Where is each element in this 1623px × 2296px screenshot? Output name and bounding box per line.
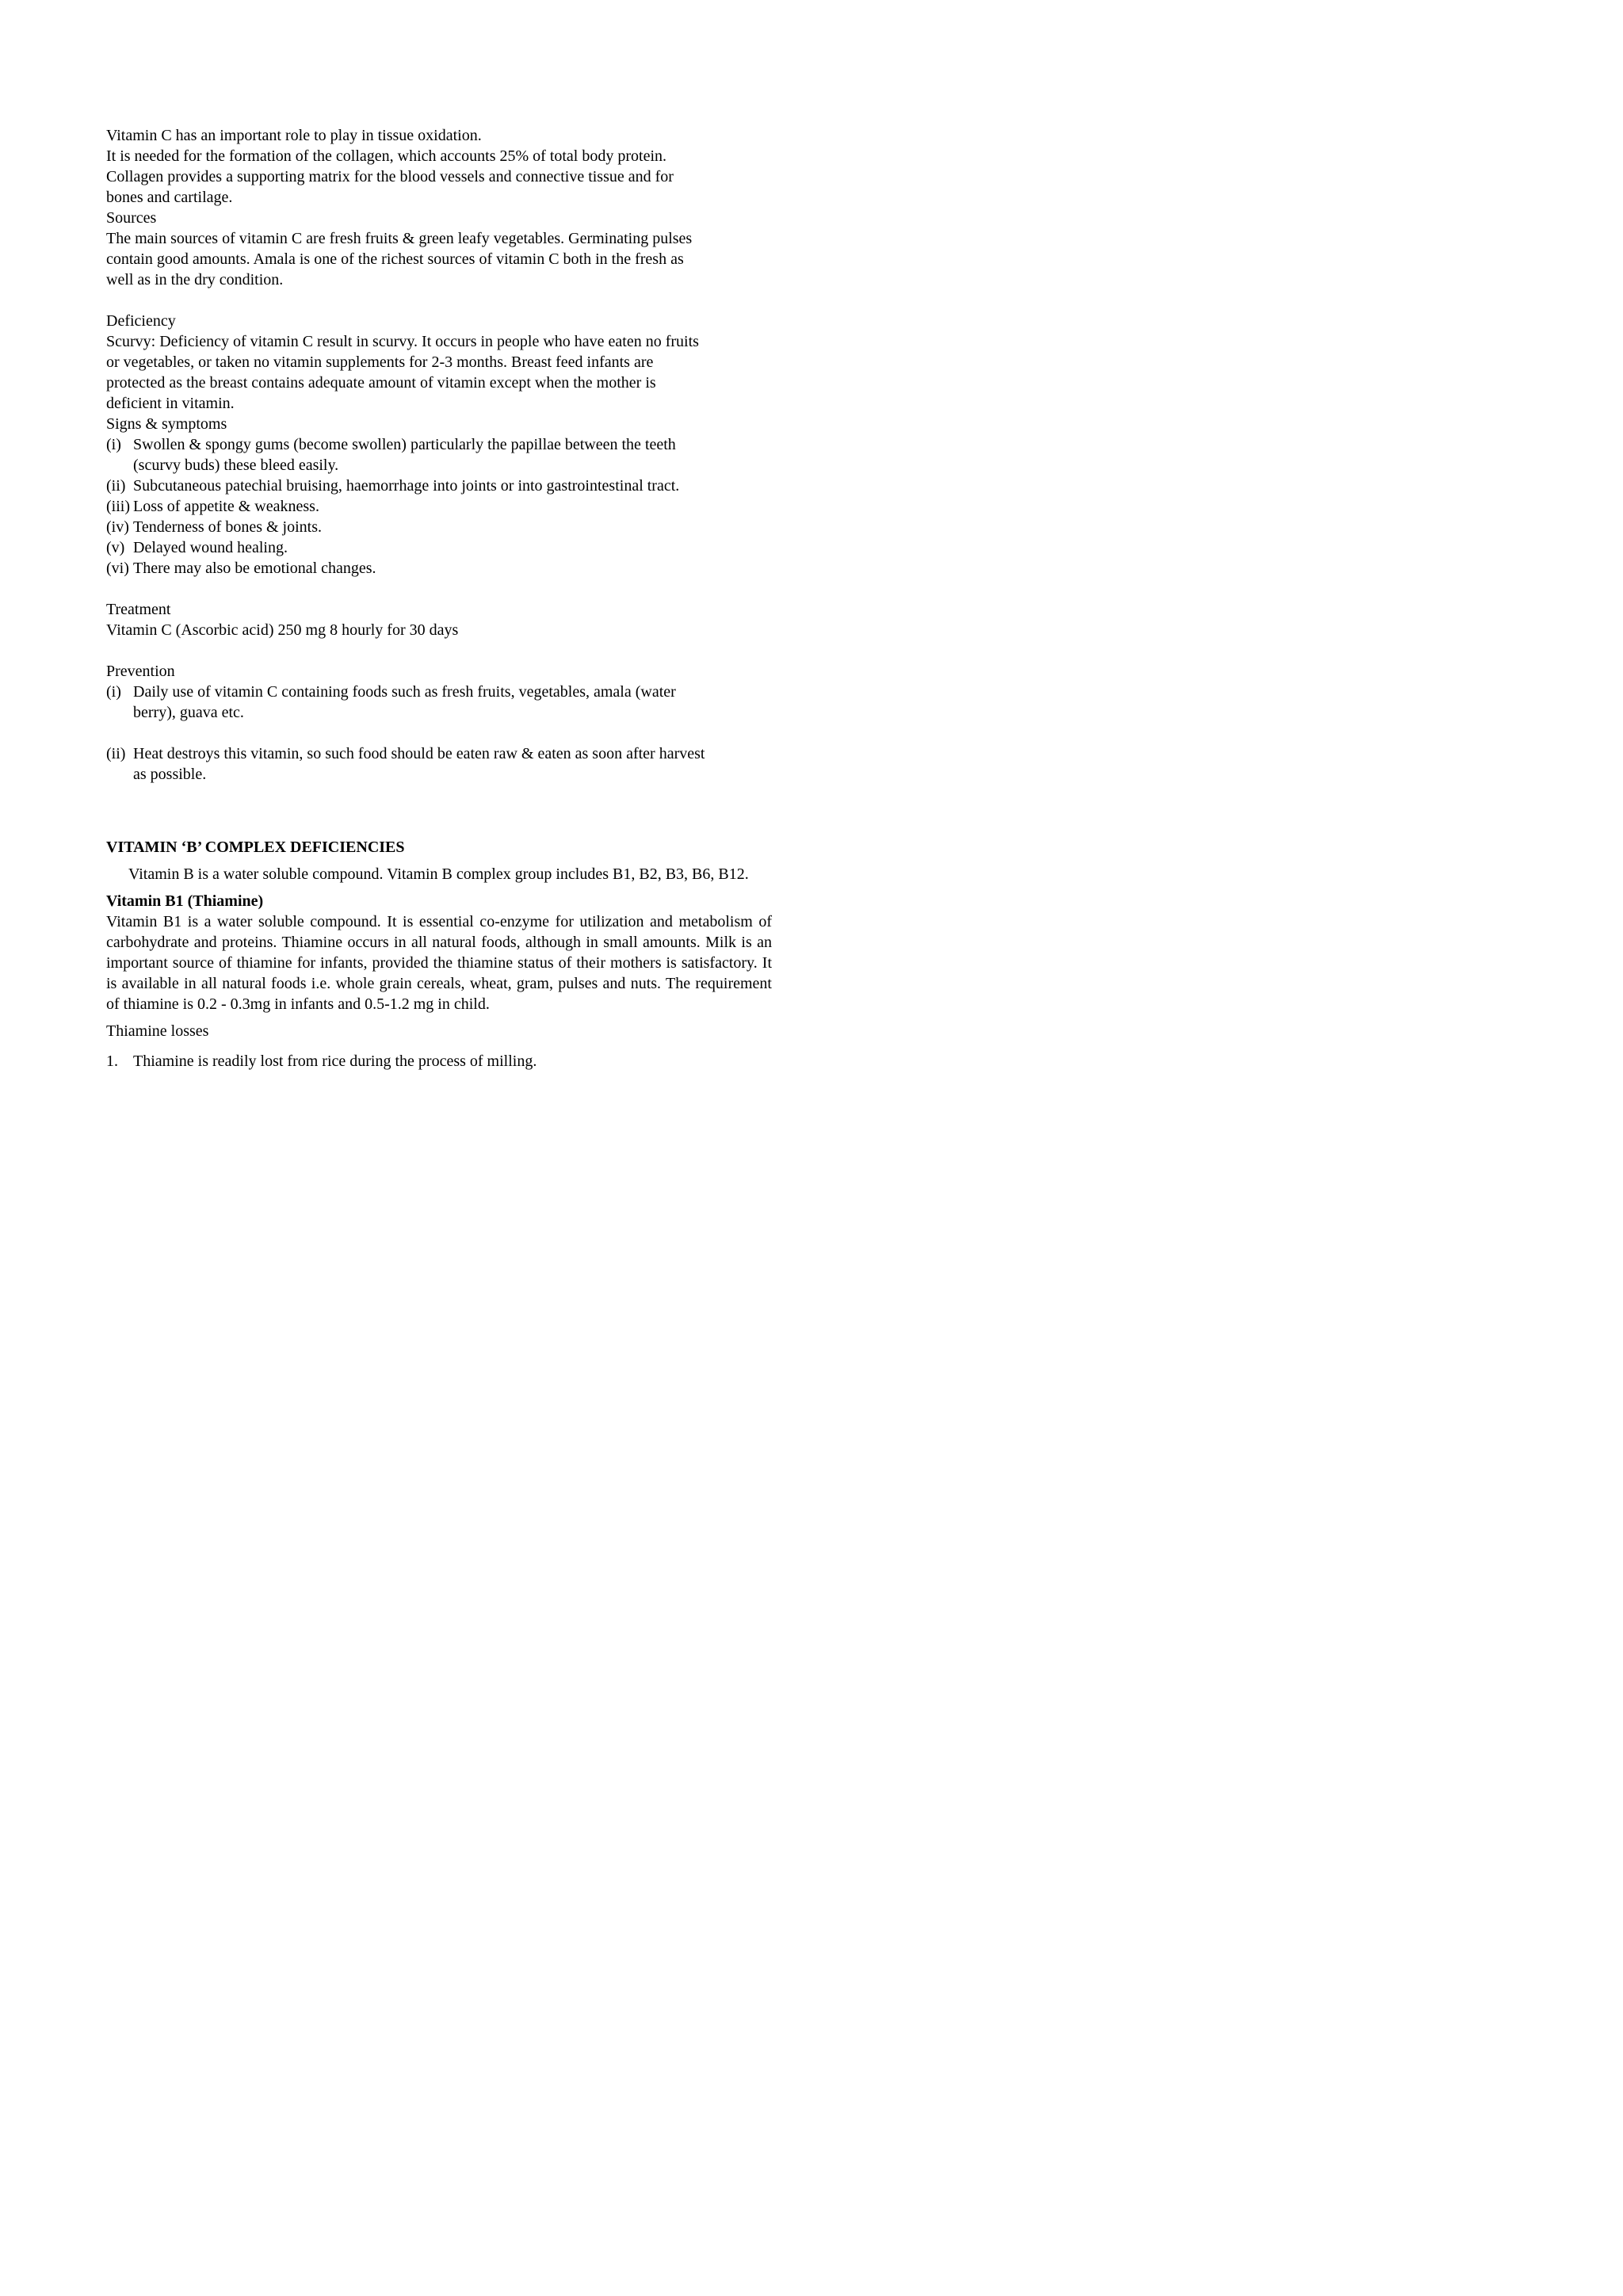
list-number: (iv) (106, 518, 129, 536)
signs-list (106, 434, 772, 579)
vitamin-b-intro: Vitamin B is a water soluble compound. Vitamin B complex group includes B1, B2, B3, B6, B12. (128, 865, 749, 883)
list-item (106, 434, 772, 476)
text-line: well as in the dry condition. (106, 271, 284, 288)
sources-paragraph (106, 228, 772, 290)
list-item (106, 558, 772, 579)
deficiency-heading: Deficiency (106, 312, 176, 330)
list-item (106, 476, 772, 496)
list-number: (ii) (106, 477, 126, 495)
section-heading: VITAMIN ‘B’ COMPLEX DEFICIENCIES (106, 839, 405, 856)
list-text: Daily use of vitamin C containing foods such as fresh fruits, vegetables, amala (water (133, 683, 676, 701)
list-item (106, 682, 772, 723)
list-text: Loss of appetite & weakness. (133, 498, 319, 515)
prevention-heading: Prevention (106, 663, 175, 680)
text-line: The main sources of vitamin C are fresh fruits & green leafy vegetables. Germinating pulses (106, 230, 693, 247)
treatment-text: Vitamin C (Ascorbic acid) 250 mg 8 hourly for 30 days (106, 621, 459, 639)
list-number: (i) (106, 683, 121, 701)
list-number: (v) (106, 539, 125, 556)
list-item (106, 1051, 772, 1072)
list-number: 1. (106, 1052, 118, 1070)
text-line: Vitamin C has an important role to play in tissue oxidation. (106, 127, 482, 144)
text-line: It is needed for the formation of the collagen, which accounts 25% of total body protein. (106, 147, 667, 165)
list-text: Heat destroys this vitamin, so such food should be eaten raw & eaten as soon after harvest (133, 745, 705, 762)
vitamin-c-intro (106, 125, 772, 208)
text-line: or vegetables, or taken no vitamin supplements for 2-3 months. Breast feed infants are (106, 353, 654, 371)
signs-heading: Signs & symptoms (106, 415, 227, 433)
list-text: (scurvy buds) these bleed easily. (133, 457, 339, 474)
list-item (106, 496, 772, 517)
text-line: Collagen provides a supporting matrix for the blood vessels and connective tissue and for (106, 168, 674, 185)
sources-heading: Sources (106, 209, 157, 227)
list-number: (ii) (106, 745, 126, 762)
deficiency-paragraph (106, 331, 772, 414)
list-number: (i) (106, 436, 121, 453)
list-text: Thiamine is readily lost from rice during the process of milling. (133, 1052, 537, 1070)
text-line: bones and cartilage. (106, 189, 233, 206)
prevention-list (106, 682, 772, 785)
list-text: Delayed wound healing. (133, 539, 288, 556)
list-number: (vi) (106, 560, 129, 577)
text-line: deficient in vitamin. (106, 395, 235, 412)
document-page (106, 125, 772, 1072)
text-line: Scurvy: Deficiency of vitamin C result in scurvy. It occurs in people who have eaten no fruits (106, 333, 699, 350)
text-line: contain good amounts. Amala is one of the richest sources of vitamin C both in the fresh as (106, 250, 684, 268)
list-number: (iii) (106, 498, 130, 515)
list-text: Swollen & spongy gums (become swollen) particularly the papillae between the teeth (133, 436, 676, 453)
list-text: berry), guava etc. (133, 704, 244, 721)
list-text: Tenderness of bones & joints. (133, 518, 323, 536)
text-line: protected as the breast contains adequate amount of vitamin except when the mother is (106, 374, 656, 392)
vitamin-b1-paragraph: Vitamin B1 is a water soluble compound. It is essential co-enzyme for utilization and metabolism of carbohydrate and proteins. Thiamine occurs in all natural foods, although in small amounts. Milk is an important source of thiamine for infants, provided the thiamine status of their mothers is satisfactory. It is available in all natural foods i.e. whole grain cereals, wheat, gram, pulses and nuts. The requirement of thiamine is 0.2 - 0.3mg in infants and 0.5-1.2 mg in child. (106, 913, 772, 1013)
treatment-heading: Treatment (106, 601, 171, 618)
list-text: Subcutaneous patechial bruising, haemorrhage into joints or into gastrointestinal tract. (133, 477, 680, 495)
list-item (106, 517, 772, 537)
list-item (106, 743, 772, 785)
list-text: There may also be emotional changes. (133, 560, 376, 577)
list-item (106, 537, 772, 558)
thiamine-losses-heading: Thiamine losses (106, 1022, 209, 1040)
vitamin-b1-heading: Vitamin B1 (Thiamine) (106, 892, 264, 910)
list-text: as possible. (133, 766, 207, 783)
